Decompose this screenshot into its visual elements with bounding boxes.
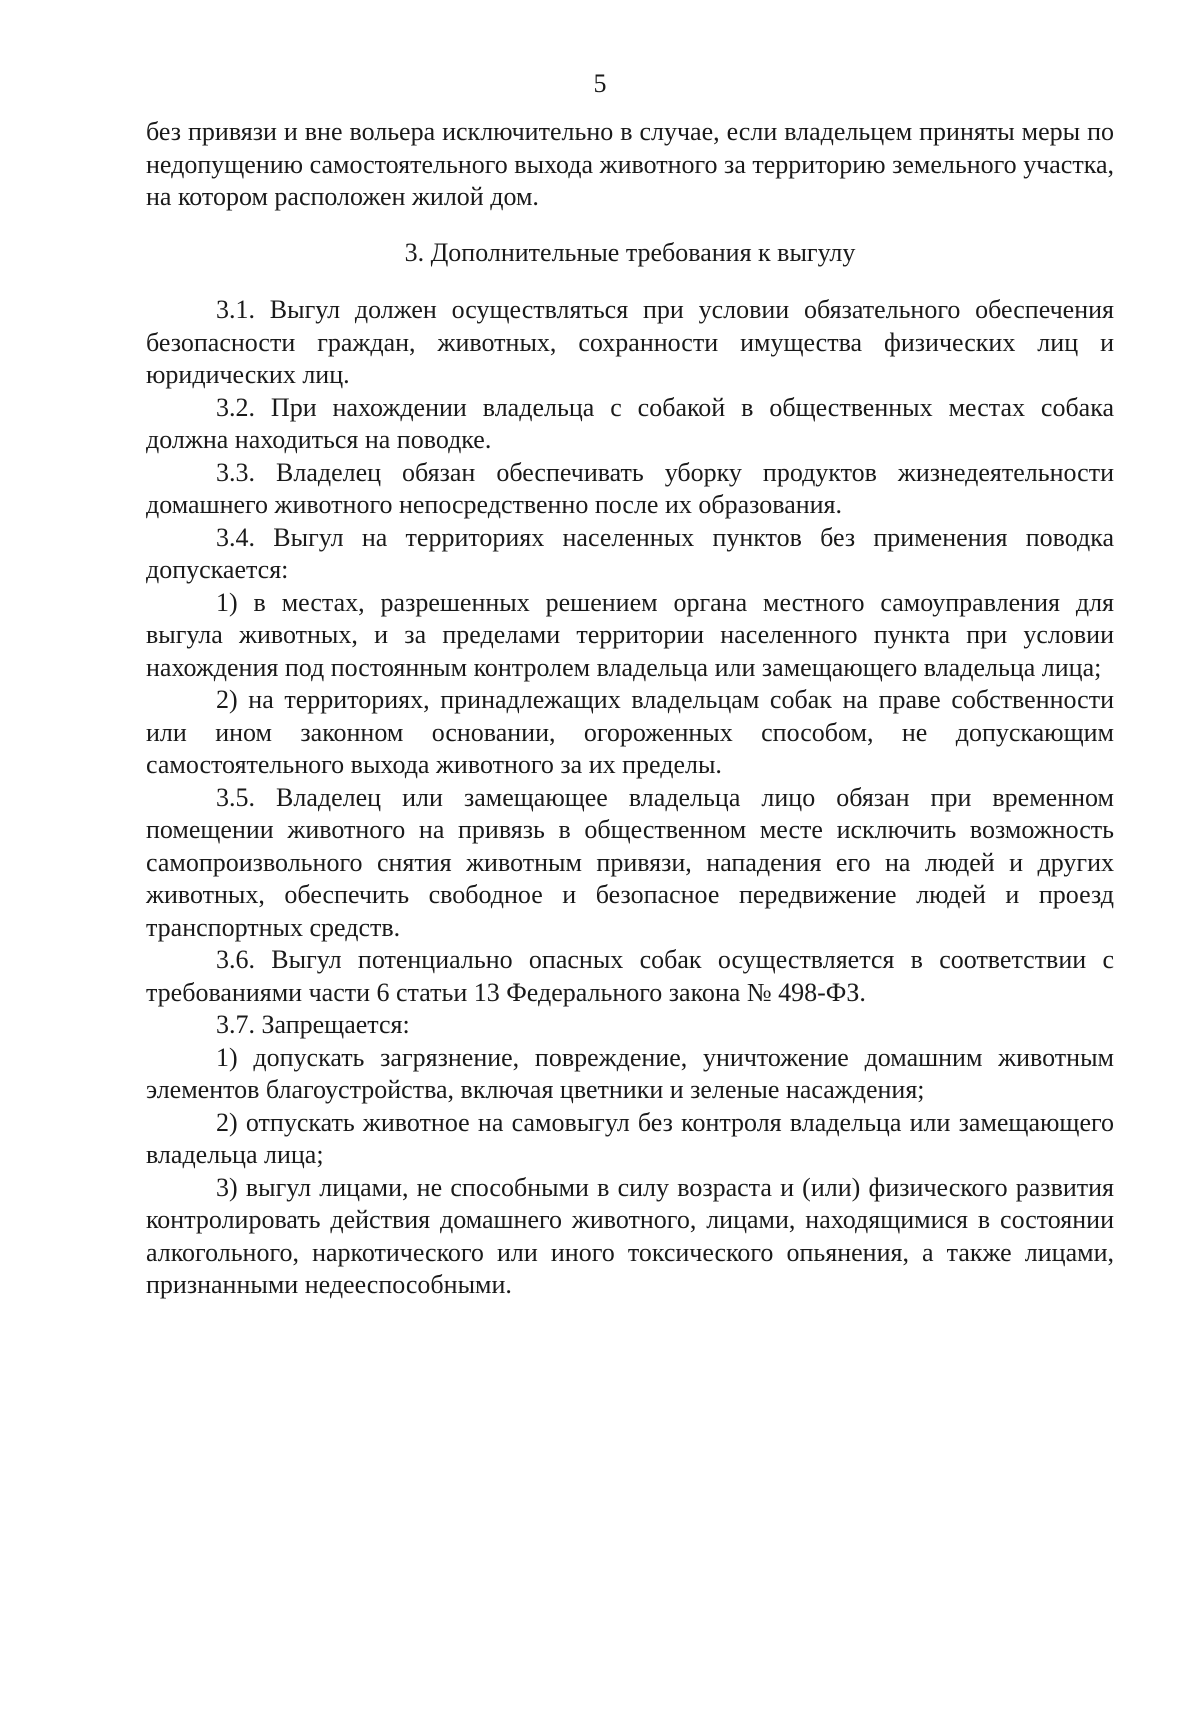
clause-3-7-item-1: 1) допускать загрязнение, повреждение, уничтожение домашним животным элементов благоустройства, включая цветники и зеленые насаждения; [146, 1042, 1114, 1104]
clause-3-5: 3.5. Владелец или замещающее владельца лицо обязан при временном помещении животного на привязь в общественном месте исключить возможность самопроизвольного снятия животным привязи, нападения его на людей и других животных, обеспечить свободное и безопасное передвижение людей и проезд транспортных средств. [146, 782, 1114, 942]
clause-3-1: 3.1. Выгул должен осуществляться при условии обязательного обеспечения безопасности граждан, животных, сохранности имущества физических лиц и юридических лиц. [146, 295, 1114, 389]
clause-3-7-item-2: 2) отпускать животное на самовыгул без контроля владельца или замещающего владельца лица; [146, 1107, 1114, 1169]
clause-3-6: 3.6. Выгул потенциально опасных собак осуществляется в соответствии с требованиями части 6 статьи 13 Федерального закона № 498-ФЗ. [146, 945, 1114, 1007]
intro-paragraph: без привязи и вне вольера исключительно в случае, если владельцем приняты меры по недопущению самостоятельного выхода животного за территорию земельного участка, на котором расположен жилой дом. [146, 117, 1114, 211]
document-body [146, 116, 1114, 1302]
clause-3-2: 3.2. При нахождении владельца с собакой в общественных местах собака должна находиться на поводке. [146, 392, 1114, 454]
section-heading: 3. Дополнительные требования к выгулу [404, 237, 856, 267]
clause-3-4-item-2: 2) на территориях, принадлежащих владельцам собак на праве собственности или ином законном основании, огороженных способом, не допускающим самостоятельного выхода животного за их пределы. [146, 685, 1114, 779]
clause-3-7-item-3: 3) выгул лицами, не способными в силу возраста и (или) физического развития контролировать действия домашнего животного, лицами, находящимися в состоянии алкогольного, наркотического или иного токсического опьянения, а также лицами, признанными недееспособными. [146, 1172, 1114, 1299]
clause-3-7: 3.7. Запрещается: [216, 1010, 410, 1039]
page-number: 5 [593, 69, 607, 98]
clause-3-4: 3.4. Выгул на территориях населенных пунктов без применения поводка допускается: [146, 522, 1114, 584]
clause-3-3: 3.3. Владелец обязан обеспечивать уборку продуктов жизнедеятельности домашнего животного непосредственно после их образования. [146, 457, 1114, 519]
clause-3-4-item-1: 1) в местах, разрешенных решением органа местного самоуправления для выгула животных, и за пределами территории населенного пункта при условии нахождения под постоянным контролем владельца или замещающего владельца лица; [146, 587, 1114, 682]
